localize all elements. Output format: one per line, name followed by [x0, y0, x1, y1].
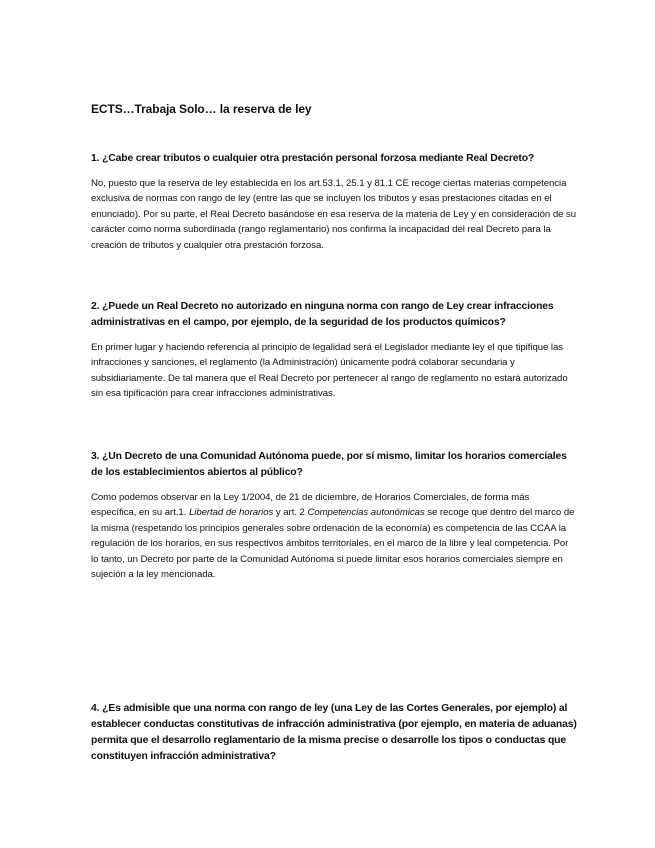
- question-1: 1. ¿Cabe crear tributos o cualquier otra prestación personal forzosa mediante Real Decreto?: [91, 153, 535, 164]
- answer-3-italic-1: Libertad de horarios: [188, 507, 274, 519]
- question-block-3: [91, 449, 577, 582]
- question-block-4: [91, 701, 577, 765]
- answer-3-part-3: se recoge que dentro del marco de la misma (respetando los principios generales sobre ordenación de la economía) es competencia de las CCAA la regulación de los horarios, en sus respectivos ámbitos territoriales, en el marco de la libre y leal competencia. Por lo tanto, un Decreto por parte de la Comunidad Autónoma si puede limitar esos horarios comerciales siempre en sujeción a la ley mencionada.: [91, 507, 575, 581]
- answer-3-italic-2: Competencias autonómicas: [307, 507, 425, 519]
- answer-3-part-2: y art. 2: [273, 507, 308, 519]
- question-block-1: [91, 151, 577, 253]
- answer-2: En primer lugar y haciendo referencia al principio de legalidad será el Legislador mediante ley el que tipifique las infracciones y sanciones, el reglamento (la Administración) únicamente podrá colaborar secundaria y subsidiariamente. De tal manera que el Real Decreto por pertenecer al rango de reglamento no estará autorizado sin esa tipificación para crear infracciones administrativas.: [91, 342, 568, 400]
- answer-3-part-1: Como podemos observar en la Ley 1/2004, de 21 de diciembre, de Horarios Comerciales, de forma más específica, en su art.1.: [91, 492, 530, 519]
- answer-1: No, puesto que la reserva de ley establecida en los art.53.1, 25.1 y 81.1 CE recoge ciertas materias competencia exclusiva de normas con rango de ley (entre las que se incluyen los tributos y esas prestaciones citadas en el enunciado). Por su parte, el Real Decreto basándose en esa reserva de la materia de Ley y en consideración de su carácter como norma subordinada (rango reglamentario) nos confirma la incapacidad del real Decreto para la creación de tributos y cualquier otra prestación forzosa.: [91, 178, 577, 251]
- answer-3: [91, 490, 577, 582]
- question-2: 2. ¿Puede un Real Decreto no autorizado en ninguna norma con rango de Ley crear infracciones administrativas en el campo, por ejemplo, de la seguridad de los productos químicos?: [91, 301, 554, 328]
- question-block-2: [91, 299, 577, 402]
- document-title: ECTS…Trabaja Solo… la reserva de ley: [91, 102, 312, 116]
- question-3: 3. ¿Un Decreto de una Comunidad Autónoma puede, por sí mismo, limitar los horarios comerciales de los establecimientos abiertos al público?: [91, 451, 567, 478]
- question-4: 4. ¿Es admisible que una norma con rango de ley (una Ley de las Cortes Generales, por ejemplo) al establecer conductas constitutivas de infracción administrativa (por ejemplo, en materia de aduanas) permita que el desarrollo reglamentario de la misma precise o desarrolle los tipos o conductas que constituyen infracción administrativa?: [91, 703, 577, 762]
